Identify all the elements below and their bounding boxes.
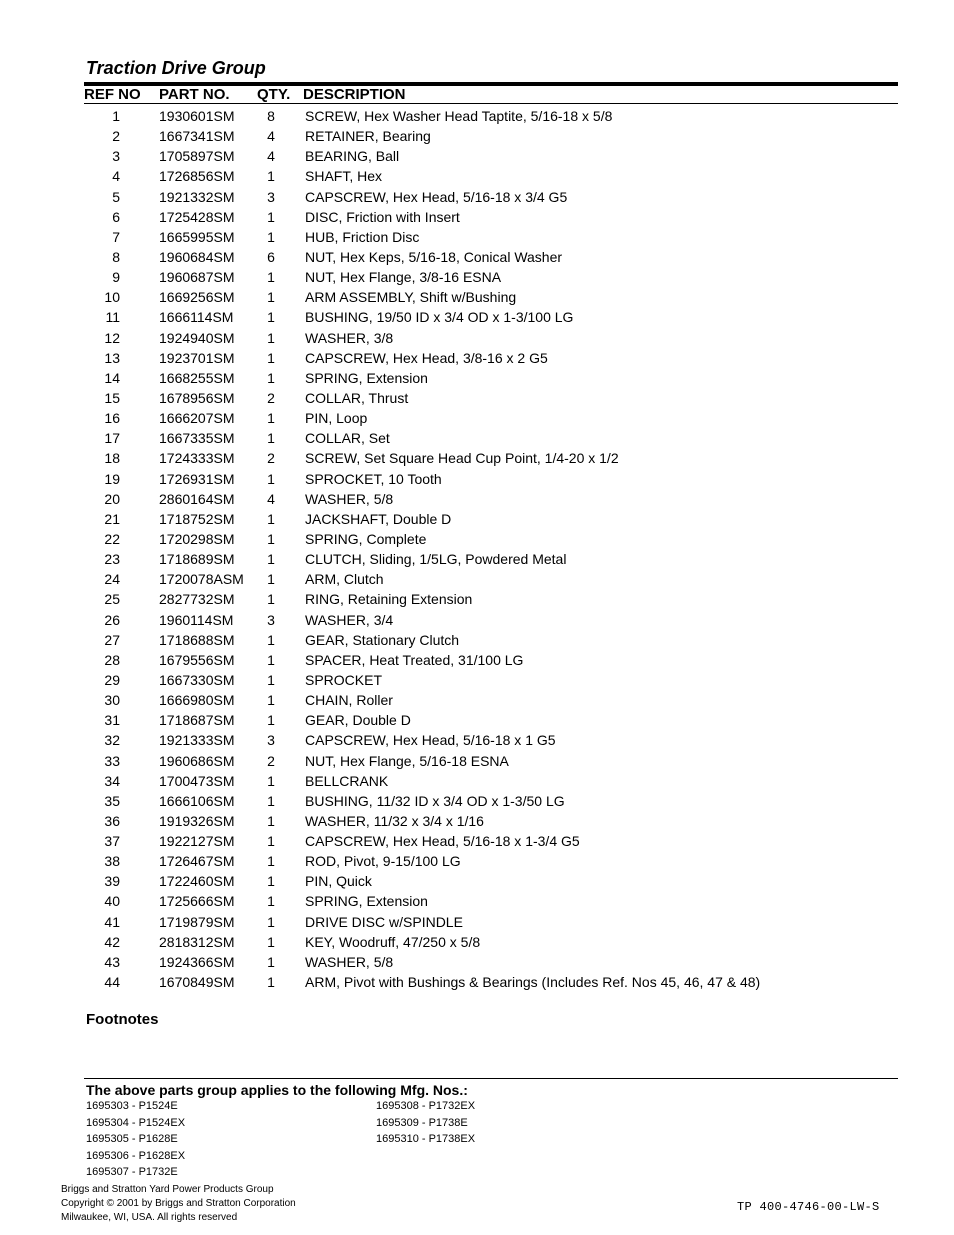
description-cell: SPACER, Heat Treated, 31/100 LG bbox=[305, 651, 524, 668]
ref-no-cell: 16 bbox=[104, 410, 120, 427]
qty-cell: 3 bbox=[267, 611, 275, 628]
qty-cell: 1 bbox=[267, 470, 275, 487]
part-no-cell: 1923701SM bbox=[159, 349, 235, 366]
part-no-cell: 1666207SM bbox=[159, 410, 235, 427]
part-no-cell: 1718687SM bbox=[159, 712, 235, 729]
part-no-cell: 1668255SM bbox=[159, 369, 235, 386]
description-cell: SPROCKET, 10 Tooth bbox=[305, 470, 442, 487]
copyright-line: Copyright © 2001 by Briggs and Stratton Corporation bbox=[61, 1198, 296, 1209]
table-row bbox=[0, 469, 954, 489]
ref-no-cell: 35 bbox=[104, 792, 120, 809]
part-no-cell: 1679556SM bbox=[159, 651, 235, 668]
description-cell: WASHER, 3/4 bbox=[305, 611, 394, 628]
qty-cell: 1 bbox=[267, 692, 275, 709]
description-cell: DRIVE DISC w/SPINDLE bbox=[305, 913, 463, 930]
table-row bbox=[0, 851, 954, 871]
part-no-cell: 1960684SM bbox=[159, 248, 235, 265]
ref-no-cell: 44 bbox=[104, 974, 120, 991]
qty-cell: 3 bbox=[267, 732, 275, 749]
ref-no-cell: 33 bbox=[104, 752, 120, 769]
description-cell: BEARING, Ball bbox=[305, 148, 400, 165]
part-no-cell: 1705897SM bbox=[159, 148, 235, 165]
description-cell: ARM, Pivot with Bushings & Bearings (Includes Ref. Nos 45, 46, 47 & 48) bbox=[305, 974, 761, 991]
qty-cell: 2 bbox=[267, 450, 275, 467]
ref-no-cell: 5 bbox=[112, 188, 120, 205]
part-no-cell: 1718752SM bbox=[159, 510, 235, 527]
mfg-number: 1695303 - P1524E bbox=[86, 1100, 178, 1112]
qty-cell: 1 bbox=[267, 349, 275, 366]
table-row bbox=[0, 126, 954, 146]
part-no-cell: 1924366SM bbox=[159, 953, 235, 970]
description-cell: CLUTCH, Sliding, 1/5LG, Powdered Metal bbox=[305, 551, 567, 568]
qty-cell: 1 bbox=[267, 228, 275, 245]
description-cell: CHAIN, Roller bbox=[305, 692, 393, 709]
table-row bbox=[0, 650, 954, 670]
description-cell: GEAR, Double D bbox=[305, 712, 411, 729]
part-no-cell: 1719879SM bbox=[159, 913, 235, 930]
part-no-cell: 1667335SM bbox=[159, 430, 235, 447]
ref-no-cell: 1 bbox=[112, 108, 120, 124]
table-row bbox=[0, 549, 954, 569]
table-row bbox=[0, 751, 954, 771]
ref-no-cell: 40 bbox=[104, 893, 120, 910]
part-no-cell: 1922127SM bbox=[159, 833, 235, 850]
description-cell: COLLAR, Set bbox=[305, 430, 390, 447]
mfg-number: 1695304 - P1524EX bbox=[86, 1116, 186, 1129]
ref-no-cell: 43 bbox=[104, 953, 120, 970]
description-cell: ROD, Pivot, 9-15/100 LG bbox=[305, 853, 461, 870]
description-cell: BELLCRANK bbox=[305, 772, 389, 789]
description-cell: RING, Retaining Extension bbox=[305, 591, 473, 608]
qty-cell: 1 bbox=[267, 329, 275, 346]
description-cell: CAPSCREW, Hex Head, 5/16-18 x 1-3/4 G5 bbox=[305, 833, 580, 850]
qty-cell: 1 bbox=[267, 772, 275, 789]
qty-cell: 8 bbox=[267, 108, 275, 124]
qty-cell: 1 bbox=[267, 873, 275, 890]
description-cell: WASHER, 5/8 bbox=[305, 490, 394, 507]
description-cell: KEY, Woodruff, 47/250 x 5/8 bbox=[305, 933, 481, 950]
company-info bbox=[61, 1183, 296, 1225]
parts-table bbox=[0, 106, 954, 992]
ref-no-cell: 3 bbox=[112, 148, 120, 165]
table-row bbox=[0, 509, 954, 529]
qty-cell: 1 bbox=[267, 651, 275, 668]
ref-no-cell: 21 bbox=[104, 510, 120, 527]
table-row bbox=[0, 771, 954, 791]
part-no-cell: 1921332SM bbox=[159, 188, 235, 205]
qty-cell: 1 bbox=[267, 631, 275, 648]
table-row bbox=[0, 730, 954, 750]
ref-no-cell: 36 bbox=[104, 812, 120, 829]
ref-no-cell: 34 bbox=[104, 772, 120, 789]
table-row bbox=[0, 287, 954, 307]
description-cell: WASHER, 11/32 x 3/4 x 1/16 bbox=[305, 812, 484, 829]
mfg-list-column-1 bbox=[86, 1098, 185, 1181]
qty-cell: 6 bbox=[267, 248, 275, 265]
qty-cell: 2 bbox=[267, 752, 275, 769]
table-row bbox=[0, 690, 954, 710]
qty-cell: 1 bbox=[267, 309, 275, 326]
table-row bbox=[0, 166, 954, 186]
description-cell: SHAFT, Hex bbox=[305, 168, 383, 185]
ref-no-cell: 28 bbox=[104, 651, 120, 668]
part-no-cell: 1666980SM bbox=[159, 692, 235, 709]
qty-cell: 1 bbox=[267, 208, 275, 225]
description-cell: SPRING, Extension bbox=[305, 893, 428, 910]
ref-no-cell: 4 bbox=[112, 168, 120, 185]
mfg-number: 1695305 - P1628E bbox=[86, 1133, 178, 1145]
qty-cell: 1 bbox=[267, 410, 275, 427]
ref-no-cell: 14 bbox=[104, 369, 120, 386]
ref-no-cell: 20 bbox=[104, 490, 120, 507]
qty-cell: 2 bbox=[267, 389, 275, 406]
qty-cell: 1 bbox=[267, 591, 275, 608]
part-no-cell: 1725666SM bbox=[159, 893, 235, 910]
ref-no-cell: 31 bbox=[104, 712, 120, 729]
description-cell: NUT, Hex Flange, 5/16-18 ESNA bbox=[305, 752, 509, 769]
ref-no-cell: 41 bbox=[104, 913, 120, 930]
qty-cell: 1 bbox=[267, 269, 275, 286]
ref-no-cell: 27 bbox=[104, 631, 120, 648]
part-no-cell: 1725428SM bbox=[159, 208, 235, 225]
header-part-no: PART NO. bbox=[159, 86, 230, 103]
qty-cell: 1 bbox=[267, 893, 275, 910]
part-no-cell: 1726931SM bbox=[159, 470, 235, 487]
table-row bbox=[0, 811, 954, 831]
qty-cell: 1 bbox=[267, 812, 275, 829]
table-row bbox=[0, 610, 954, 630]
description-cell: BUSHING, 19/50 ID x 3/4 OD x 1-3/100 LG bbox=[305, 309, 574, 326]
ref-no-cell: 39 bbox=[104, 873, 120, 890]
ref-no-cell: 9 bbox=[112, 269, 120, 286]
part-no-cell: 1960687SM bbox=[159, 269, 235, 286]
header-rule bbox=[84, 103, 898, 104]
qty-cell: 1 bbox=[267, 369, 275, 386]
footer-rule bbox=[84, 1078, 898, 1079]
ref-no-cell: 29 bbox=[104, 671, 120, 688]
ref-no-cell: 12 bbox=[104, 329, 120, 346]
qty-cell: 1 bbox=[267, 530, 275, 547]
description-cell: NUT, Hex Keps, 5/16-18, Conical Washer bbox=[305, 248, 563, 265]
part-no-cell: 1666106SM bbox=[159, 792, 235, 809]
qty-cell: 1 bbox=[267, 792, 275, 809]
ref-no-cell: 15 bbox=[104, 389, 120, 406]
ref-no-cell: 11 bbox=[105, 309, 120, 326]
table-row bbox=[0, 388, 954, 408]
description-cell: SPRING, Extension bbox=[305, 369, 428, 386]
ref-no-cell: 38 bbox=[104, 853, 120, 870]
ref-no-cell: 17 bbox=[104, 430, 120, 447]
table-row bbox=[0, 630, 954, 650]
footnotes-title: Footnotes bbox=[86, 1011, 159, 1028]
description-cell: SPRING, Complete bbox=[305, 530, 427, 547]
table-row bbox=[0, 267, 954, 287]
table-row bbox=[0, 408, 954, 428]
table-row bbox=[0, 529, 954, 549]
qty-cell: 4 bbox=[267, 128, 275, 145]
part-no-cell: 1718688SM bbox=[159, 631, 235, 648]
description-cell: CAPSCREW, Hex Head, 3/8-16 x 2 G5 bbox=[305, 349, 548, 366]
qty-cell: 1 bbox=[267, 953, 275, 970]
description-cell: SPROCKET bbox=[305, 671, 383, 688]
part-no-cell: 1930601SM bbox=[159, 108, 235, 124]
qty-cell: 1 bbox=[267, 712, 275, 729]
description-cell: CAPSCREW, Hex Head, 5/16-18 x 1 G5 bbox=[305, 732, 556, 749]
part-no-cell: 1924940SM bbox=[159, 329, 235, 346]
ref-no-cell: 32 bbox=[104, 732, 120, 749]
ref-no-cell: 23 bbox=[104, 551, 120, 568]
header-description: DESCRIPTION bbox=[303, 86, 406, 103]
table-row bbox=[0, 710, 954, 730]
description-cell: HUB, Friction Disc bbox=[305, 228, 420, 245]
table-row bbox=[0, 428, 954, 448]
table-row bbox=[0, 589, 954, 609]
ref-no-cell: 19 bbox=[104, 470, 120, 487]
description-cell: PIN, Quick bbox=[305, 873, 372, 890]
ref-no-cell: 24 bbox=[104, 571, 120, 588]
qty-cell: 1 bbox=[267, 571, 275, 588]
table-row bbox=[0, 972, 954, 992]
document-code: TP 400-4746-00-LW-S bbox=[737, 1200, 880, 1214]
part-no-cell: 1666114SM bbox=[159, 309, 234, 326]
qty-cell: 1 bbox=[267, 913, 275, 930]
ref-no-cell: 42 bbox=[104, 933, 120, 950]
table-row bbox=[0, 307, 954, 327]
part-no-cell: 1960686SM bbox=[159, 752, 235, 769]
part-no-cell: 1726467SM bbox=[159, 853, 235, 870]
qty-cell: 1 bbox=[267, 974, 275, 991]
description-cell: GEAR, Stationary Clutch bbox=[305, 631, 460, 648]
part-no-cell: 1960114SM bbox=[159, 611, 234, 628]
table-row bbox=[0, 670, 954, 690]
header-ref-no: REF NO bbox=[84, 86, 141, 103]
table-row bbox=[0, 348, 954, 368]
ref-no-cell: 30 bbox=[104, 692, 120, 709]
part-no-cell: 1718689SM bbox=[159, 551, 235, 568]
mfg-number: 1695309 - P1738E bbox=[376, 1116, 468, 1129]
qty-cell: 1 bbox=[267, 168, 275, 185]
part-no-cell: 1724333SM bbox=[159, 450, 235, 467]
mfg-number: 1695308 - P1732EX bbox=[376, 1100, 476, 1112]
qty-cell: 1 bbox=[267, 289, 275, 306]
qty-cell: 1 bbox=[267, 933, 275, 950]
description-cell: ARM, Clutch bbox=[305, 571, 384, 588]
table-row bbox=[0, 932, 954, 952]
qty-cell: 4 bbox=[267, 148, 275, 165]
header-qty: QTY. bbox=[257, 86, 291, 103]
description-cell: CAPSCREW, Hex Head, 5/16-18 x 3/4 G5 bbox=[305, 188, 568, 205]
table-row bbox=[0, 146, 954, 166]
part-no-cell: 2860164SM bbox=[159, 490, 235, 507]
description-cell: ARM ASSEMBLY, Shift w/Bushing bbox=[305, 289, 517, 306]
ref-no-cell: 26 bbox=[104, 611, 120, 628]
description-cell: DISC, Friction with Insert bbox=[305, 208, 460, 225]
table-row bbox=[0, 368, 954, 388]
mfg-list-column-2 bbox=[376, 1098, 475, 1148]
part-no-cell: 1720298SM bbox=[159, 530, 235, 547]
qty-cell: 1 bbox=[267, 853, 275, 870]
ref-no-cell: 2 bbox=[112, 128, 120, 145]
description-cell: SCREW, Hex Washer Head Taptite, 5/16-18 x 5/8 bbox=[305, 108, 613, 124]
part-no-cell: 1669256SM bbox=[159, 289, 235, 306]
ref-no-cell: 10 bbox=[104, 289, 120, 306]
description-cell: BUSHING, 11/32 ID x 3/4 OD x 1-3/50 LG bbox=[305, 792, 565, 809]
applies-title: The above parts group applies to the following Mfg. Nos.: bbox=[86, 1082, 468, 1098]
description-cell: SCREW, Set Square Head Cup Point, 1/4-20 x 1/2 bbox=[305, 450, 619, 467]
part-no-cell: 1726856SM bbox=[159, 168, 235, 185]
description-cell: NUT, Hex Flange, 3/8-16 ESNA bbox=[305, 269, 502, 286]
ref-no-cell: 8 bbox=[112, 248, 120, 265]
ref-no-cell: 6 bbox=[112, 208, 120, 225]
table-row bbox=[0, 247, 954, 267]
ref-no-cell: 25 bbox=[104, 591, 120, 608]
part-no-cell: 1678956SM bbox=[159, 389, 235, 406]
ref-no-cell: 13 bbox=[104, 349, 120, 366]
table-row bbox=[0, 448, 954, 468]
part-no-cell: 1921333SM bbox=[159, 732, 235, 749]
part-no-cell: 1722460SM bbox=[159, 873, 235, 890]
part-no-cell: 1667330SM bbox=[159, 671, 235, 688]
part-no-cell: 2818312SM bbox=[159, 933, 235, 950]
ref-no-cell: 22 bbox=[104, 530, 120, 547]
description-cell: RETAINER, Bearing bbox=[305, 128, 431, 145]
mfg-number: 1695306 - P1628EX bbox=[86, 1149, 186, 1162]
table-row bbox=[0, 569, 954, 589]
table-row bbox=[0, 328, 954, 348]
part-no-cell: 1700473SM bbox=[159, 772, 235, 789]
part-no-cell: 1667341SM bbox=[159, 128, 235, 145]
table-row bbox=[0, 207, 954, 227]
part-no-cell: 2827732SM bbox=[159, 591, 235, 608]
table-row bbox=[0, 791, 954, 811]
description-cell: WASHER, 5/8 bbox=[305, 953, 394, 970]
page-title: Traction Drive Group bbox=[86, 58, 266, 78]
table-row bbox=[0, 106, 954, 126]
part-no-cell: 1720078ASM bbox=[159, 571, 244, 588]
qty-cell: 3 bbox=[267, 188, 275, 205]
table-row bbox=[0, 489, 954, 509]
description-cell: PIN, Loop bbox=[305, 410, 368, 427]
description-cell: JACKSHAFT, Double D bbox=[305, 510, 452, 527]
table-row bbox=[0, 227, 954, 247]
ref-no-cell: 7 bbox=[112, 228, 120, 245]
qty-cell: 1 bbox=[267, 671, 275, 688]
mfg-number: 1695310 - P1738EX bbox=[376, 1133, 476, 1145]
description-cell: COLLAR, Thrust bbox=[305, 389, 409, 406]
ref-no-cell: 37 bbox=[104, 833, 120, 850]
ref-no-cell: 18 bbox=[104, 450, 120, 467]
qty-cell: 1 bbox=[267, 833, 275, 850]
address-line: Milwaukee, WI, USA. All rights reserved bbox=[61, 1212, 238, 1223]
table-row bbox=[0, 871, 954, 891]
table-row bbox=[0, 187, 954, 207]
description-cell: WASHER, 3/8 bbox=[305, 329, 394, 346]
part-no-cell: 1670849SM bbox=[159, 974, 235, 991]
qty-cell: 1 bbox=[267, 430, 275, 447]
qty-cell: 1 bbox=[267, 551, 275, 568]
qty-cell: 1 bbox=[267, 510, 275, 527]
qty-cell: 4 bbox=[267, 490, 275, 507]
table-row bbox=[0, 831, 954, 851]
table-row bbox=[0, 952, 954, 972]
company-line: Briggs and Stratton Yard Power Products Group bbox=[61, 1184, 274, 1195]
part-no-cell: 1919326SM bbox=[159, 812, 235, 829]
mfg-number: 1695307 - P1732E bbox=[86, 1166, 178, 1178]
table-row bbox=[0, 912, 954, 932]
part-no-cell: 1665995SM bbox=[159, 228, 235, 245]
table-row bbox=[0, 891, 954, 911]
